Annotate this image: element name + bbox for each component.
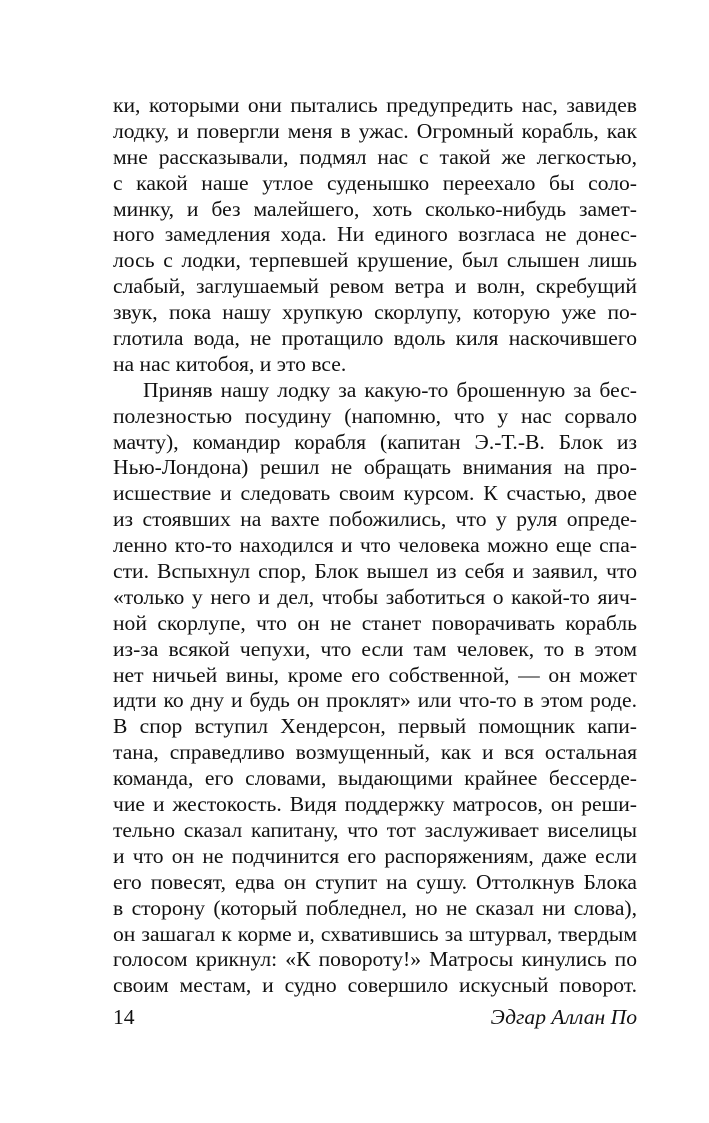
- text-line: мачту), командир корабля (капитан Э.-Т.-В. Блок из: [113, 429, 637, 454]
- text-line: на нас китобоя, и это все.: [113, 351, 347, 376]
- text-line: идти ко дну и будь он проклят» или что-то в этом роде.: [113, 688, 637, 713]
- text-line: «только у него и дел, чтобы заботиться о какой-то яич-: [113, 584, 637, 609]
- text-line: из-за всякой чепухи, что если там человек, то в этом: [113, 636, 637, 661]
- text-line: и что он не подчинится его распоряжениям, даже если: [113, 843, 637, 868]
- text-line: слабый, заглушаемый ревом ветра и волн, скребущий: [113, 274, 637, 299]
- running-title: Эдгар Аллан По: [490, 1005, 637, 1029]
- text-line: тельно сказал капитану, что тот заслуживает виселицы: [113, 817, 637, 842]
- body-text: [113, 93, 637, 999]
- text-line: он зашагал к корме и, схватившись за штурвал, твердым: [113, 921, 637, 946]
- text-line: Приняв нашу лодку за какую-то брошенную за бес-: [143, 377, 637, 402]
- text-line: нет ничьей вины, кроме его собственной, — он может: [113, 662, 637, 687]
- text-line: минку, и без малейшего, хоть сколько-нибудь замет-: [113, 196, 637, 221]
- text-line: в сторону (который побледнел, но не сказал ни слова),: [113, 895, 637, 920]
- text-line: В спор вступил Хендерсон, первый помощник капи-: [113, 714, 637, 739]
- text-line: полезностью посудину (напомню, что у нас сорвало: [113, 403, 637, 428]
- text-line: ной скорлупе, что он не станет поворачивать корабль: [113, 610, 637, 635]
- text-line: тана, справедливо возмущенный, как и вся остальная: [113, 740, 637, 765]
- text-line: ленно кто-то находился и что человека можно еще спа-: [113, 533, 637, 558]
- page-number: 14: [113, 1005, 135, 1029]
- text-line: своим местам, и судно совершило искусный поворот.: [113, 973, 637, 998]
- text-line: лось с лодки, терпевшей крушение, был слышен лишь: [113, 248, 637, 273]
- paragraph: [113, 93, 637, 378]
- page-footer: [113, 1003, 637, 1031]
- text-line: голосом крикнул: «К повороту!» Матросы кинулись по: [113, 947, 637, 972]
- paragraph: [113, 378, 637, 999]
- text-line: ки, которыми они пытались предупредить нас, завидев: [113, 93, 637, 117]
- text-line: исшествие и следовать своим курсом. К счастью, двое: [113, 481, 637, 506]
- text-line: глотила вода, не протащило вдоль киля наскочившего: [113, 326, 637, 351]
- text-line: команда, его словами, выдающими крайнее бессерде-: [113, 766, 637, 791]
- text-line: с какой наше утлое суденышко переехало бы соло-: [113, 170, 637, 195]
- text-line: Нью-Лондона) решил не обращать внимания на про-: [113, 455, 637, 480]
- text-line: чие и жестокость. Видя поддержку матросов, он реши-: [113, 792, 637, 817]
- text-line: лодку, и повергли меня в ужас. Огромный корабль, как: [113, 118, 637, 143]
- text-line: звук, пока нашу хрупкую скорлупу, которую уже по-: [113, 300, 637, 325]
- text-line: из стоявших на вахте побожились, что у руля опреде-: [113, 507, 637, 532]
- text-line: ного замедления хода. Ни единого возгласа не донес-: [113, 222, 637, 247]
- text-line: его повесят, едва он ступит на сушу. Оттолкнув Блока: [113, 869, 637, 894]
- text-line: сти. Вспыхнул спор, Блок вышел из себя и заявил, что: [113, 559, 637, 584]
- text-line: мне рассказывали, подмял нас с такой же легкостью,: [113, 144, 637, 169]
